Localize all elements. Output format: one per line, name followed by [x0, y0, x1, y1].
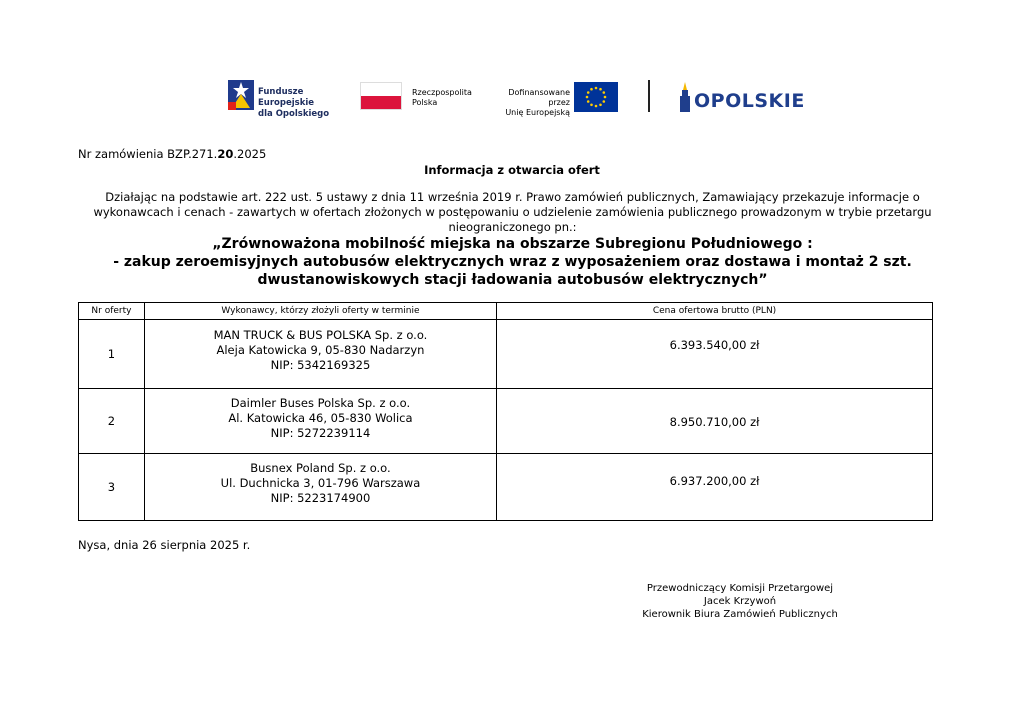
contractor-cell — [144, 454, 496, 521]
contractor-cell — [144, 389, 496, 454]
order-number — [78, 147, 266, 161]
order-prefix: Nr zamówienia BZP.271. — [78, 147, 218, 161]
fe-line2: dla Opolskiego — [258, 109, 330, 119]
table-header-row — [79, 303, 933, 320]
contractor-address: Aleja Katowicka 9, 05-830 Nadarzyn — [216, 342, 425, 357]
offers-table — [78, 302, 933, 521]
fe-star-icon — [228, 78, 254, 112]
offer-price: 6.393.540,00 zł — [669, 338, 760, 352]
eu-logo — [486, 82, 626, 117]
signature-position: Kierownik Biura Zamówień Publicznych — [642, 609, 838, 620]
contractor-cell — [144, 320, 496, 389]
procurement-subject — [90, 235, 935, 289]
signature-block — [640, 582, 840, 621]
rzeczpospolita-logo — [360, 82, 480, 112]
document-date: Nysa, dnia 26 sierpnia 2025 r. — [78, 538, 251, 552]
page-title: Informacja z otwarcia ofert — [424, 163, 600, 177]
opolskie-tower-icon — [678, 82, 692, 112]
subject-line2: - zakup zeroemisyjnych autobusów elektrycznych wraz z wyposażeniem oraz dostawa i montaż 2 szt. — [113, 254, 912, 270]
subject-line3: dwustanowiskowych stacji ładowania autobusów elektrycznych” — [257, 272, 768, 288]
logo-separator — [648, 80, 650, 112]
eu-flag-icon — [574, 82, 618, 112]
table-row — [79, 389, 933, 454]
offer-number: 3 — [79, 454, 145, 521]
contractor-name: MAN TRUCK & BUS POLSKA Sp. z o.o. — [213, 327, 428, 342]
offer-number: 1 — [79, 320, 145, 389]
subject-line1: „Zrównoważona mobilność miejska na obszarze Subregionu Południowego : — [212, 236, 813, 252]
fe-line1: Fundusze Europejskie — [258, 87, 315, 108]
offer-price: 8.950.710,00 zł — [669, 415, 760, 429]
contractor-nip: NIP: 5223174900 — [270, 490, 371, 505]
table-row — [79, 320, 933, 389]
order-bold: 20 — [217, 147, 234, 161]
fundusze-europejskie-logo — [228, 78, 358, 119]
header-contractors: Wykonawcy, którzy złożyli oferty w terminie — [144, 303, 496, 320]
rp-line2: Polska — [412, 98, 438, 107]
eu-line1: Dofinansowane przez — [508, 88, 570, 107]
order-suffix: .2025 — [233, 147, 267, 161]
opolskie-logo — [678, 82, 828, 114]
header-price: Cena ofertowa brutto (PLN) — [497, 303, 933, 320]
offer-price: 6.937.200,00 zł — [669, 474, 760, 488]
signature-role: Przewodniczący Komisji Przetargowej — [646, 583, 834, 594]
contractor-address: Ul. Duchnicka 3, 01-796 Warszawa — [220, 475, 421, 490]
contractor-name: Busnex Poland Sp. z o.o. — [250, 460, 391, 475]
price-cell — [497, 320, 933, 389]
contractor-name: Daimler Buses Polska Sp. z o.o. — [230, 395, 411, 410]
contractor-nip: NIP: 5342169325 — [270, 357, 371, 372]
intro-text: Działając na podstawie art. 222 ust. 5 ustawy z dnia 11 września 2019 r. Prawo zamówień publicznych, Zamawiający przekazuje informacje o wykonawcach i cenach - zawartych w ofertach złożonych w postępowaniu o udzielenie zamówienia publicznego prowadzonym w trybie przetargu nieograniczonego pn.: — [93, 190, 932, 234]
eu-line2: Unię Europejską — [505, 108, 570, 117]
signature-name: Jacek Krzywoń — [703, 596, 777, 607]
opolskie-wordmark: OPOLSKIE — [694, 90, 805, 112]
polish-flag-icon — [360, 82, 402, 110]
rp-line1: Rzeczpospolita — [412, 88, 472, 97]
offer-number: 2 — [79, 389, 145, 454]
price-cell — [497, 389, 933, 454]
price-cell — [497, 454, 933, 521]
contractor-address: Al. Katowicka 46, 05-830 Wolica — [228, 410, 413, 425]
header-offer-number: Nr oferty — [79, 303, 145, 320]
logo-bar — [228, 78, 828, 118]
table-row — [79, 454, 933, 521]
contractor-nip: NIP: 5272239114 — [270, 425, 371, 440]
